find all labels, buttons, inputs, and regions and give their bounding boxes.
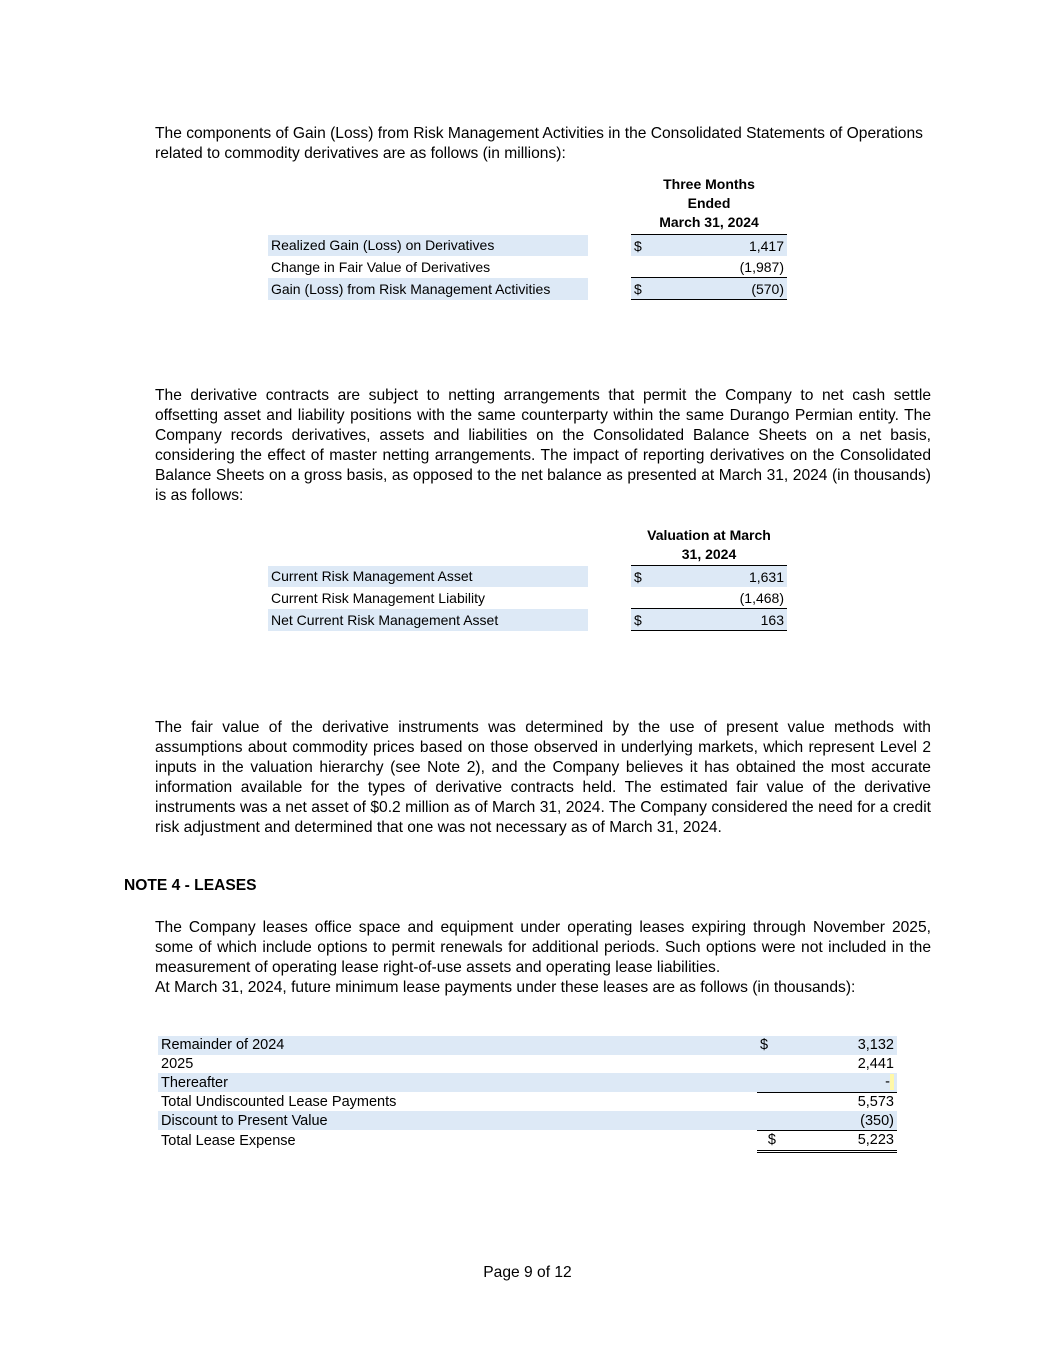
row-label: Discount to Present Value — [158, 1111, 757, 1130]
row-value-text: - — [885, 1074, 890, 1091]
note4-heading: NOTE 4 - LEASES — [124, 877, 257, 894]
row-label: Net Current Risk Management Asset — [268, 609, 588, 631]
table-row — [158, 1055, 897, 1074]
row-value: 5,573 — [857, 1094, 894, 1111]
row-currency — [757, 1055, 779, 1074]
gain-loss-table — [268, 234, 787, 300]
lease-table — [158, 1036, 897, 1153]
table-row — [268, 235, 787, 257]
row-label: Gain (Loss) from Risk Management Activities — [268, 278, 588, 300]
row-currency: $ — [631, 566, 650, 588]
row-value: 3,132 — [779, 1036, 897, 1055]
table-row — [268, 609, 787, 631]
row-value: 1,631 — [650, 566, 787, 588]
row-currency: $ — [631, 278, 650, 300]
table-row — [268, 587, 787, 609]
table1-header-line-3: March 31, 2024 — [659, 214, 759, 230]
row-currency: $ — [757, 1036, 779, 1055]
table-row — [158, 1092, 897, 1111]
table1-header — [631, 175, 787, 232]
table1-header-line-2: Ended — [687, 195, 731, 211]
row-currency: $ — [631, 235, 650, 257]
row-currency — [631, 256, 650, 278]
row-currency — [757, 1092, 779, 1111]
row-label: Thereafter — [158, 1073, 757, 1092]
table-row — [268, 566, 787, 588]
intro-paragraph: The components of Gain (Loss) from Risk Management Activities in the Consolidated Statements of Operations related to commodity derivatives are as follows (in millions): — [155, 125, 923, 162]
row-label: Total Lease Expense — [161, 1132, 296, 1149]
row-value: (1,987) — [650, 256, 787, 278]
table-row — [268, 278, 787, 300]
row-currency: $ — [757, 1130, 779, 1151]
table1-header-line-1: Three Months — [663, 176, 755, 192]
table2-header — [631, 526, 787, 564]
row-currency — [631, 587, 650, 609]
row-value: 163 — [650, 609, 787, 631]
highlight-mark — [890, 1074, 894, 1090]
row-value — [779, 1073, 897, 1092]
row-label: Current Risk Management Liability — [271, 589, 485, 606]
page-footer: Page 9 of 12 — [483, 1264, 572, 1281]
row-value: (1,468) — [650, 587, 787, 609]
row-value: (570) — [650, 278, 787, 300]
row-value: 5,223 — [779, 1130, 897, 1151]
table2-header-line-2: 31, 2024 — [681, 546, 737, 562]
note4-paragraph-2: At March 31, 2024, future minimum lease payments under these leases are as follows (in thousands): — [155, 979, 856, 996]
table2-header-line-1: Valuation at March — [647, 527, 771, 543]
row-label: Change in Fair Value of Derivatives — [271, 258, 491, 275]
row-label: 2025 — [161, 1055, 194, 1072]
table-row — [158, 1036, 897, 1055]
table-row — [158, 1073, 897, 1092]
row-currency — [757, 1073, 779, 1092]
row-label: Current Risk Management Asset — [268, 566, 588, 588]
row-currency — [757, 1111, 779, 1130]
row-value: 2,441 — [857, 1055, 894, 1072]
table-row — [158, 1111, 897, 1130]
row-currency: $ — [631, 609, 650, 631]
row-label: Total Undiscounted Lease Payments — [161, 1093, 397, 1110]
table-row — [158, 1130, 897, 1151]
fair-value-paragraph: The fair value of the derivative instruments was determined by the use of present value methods with assumptions about commodity prices based on those observed in underlying markets, which represent Level 2 inputs in the valuation hierarchy (see Note 2), and the Company believes it has obtained the most accurate information available for the types of derivative contracts held. The estimated fair value of the derivative instruments was a net asset of $0.2 million as of March 31, 2024. The Company considered the need for a credit risk adjustment and determined that one was not necessary as of March 31, 2024. — [155, 719, 931, 836]
note4-paragraph-1: The Company leases office space and equipment under operating leases expiring through November 2025, some of which include options to permit renewals for additional periods. Such options were not included in the measurement of operating lease right-of-use assets and operating lease liabilities. — [155, 919, 931, 976]
netting-paragraph: The derivative contracts are subject to netting arrangements that permit the Company to net cash settle offsetting asset and liability positions with the same counterparty within the same Durango Permian entity. The Company records derivatives, assets and liabilities on the Consolidated Balance Sheets on a net basis, considering the effect of master netting arrangements. The impact of reporting derivatives on the Consolidated Balance Sheets on a gross basis, as opposed to the net balance as presented at March 31, 2024 (in thousands) is as follows: — [155, 387, 931, 504]
valuation-table — [268, 565, 787, 631]
row-label: Remainder of 2024 — [158, 1036, 757, 1055]
row-value: (350) — [779, 1111, 897, 1130]
row-value: 1,417 — [650, 235, 787, 257]
row-label: Realized Gain (Loss) on Derivatives — [268, 235, 588, 257]
table-row — [268, 256, 787, 278]
